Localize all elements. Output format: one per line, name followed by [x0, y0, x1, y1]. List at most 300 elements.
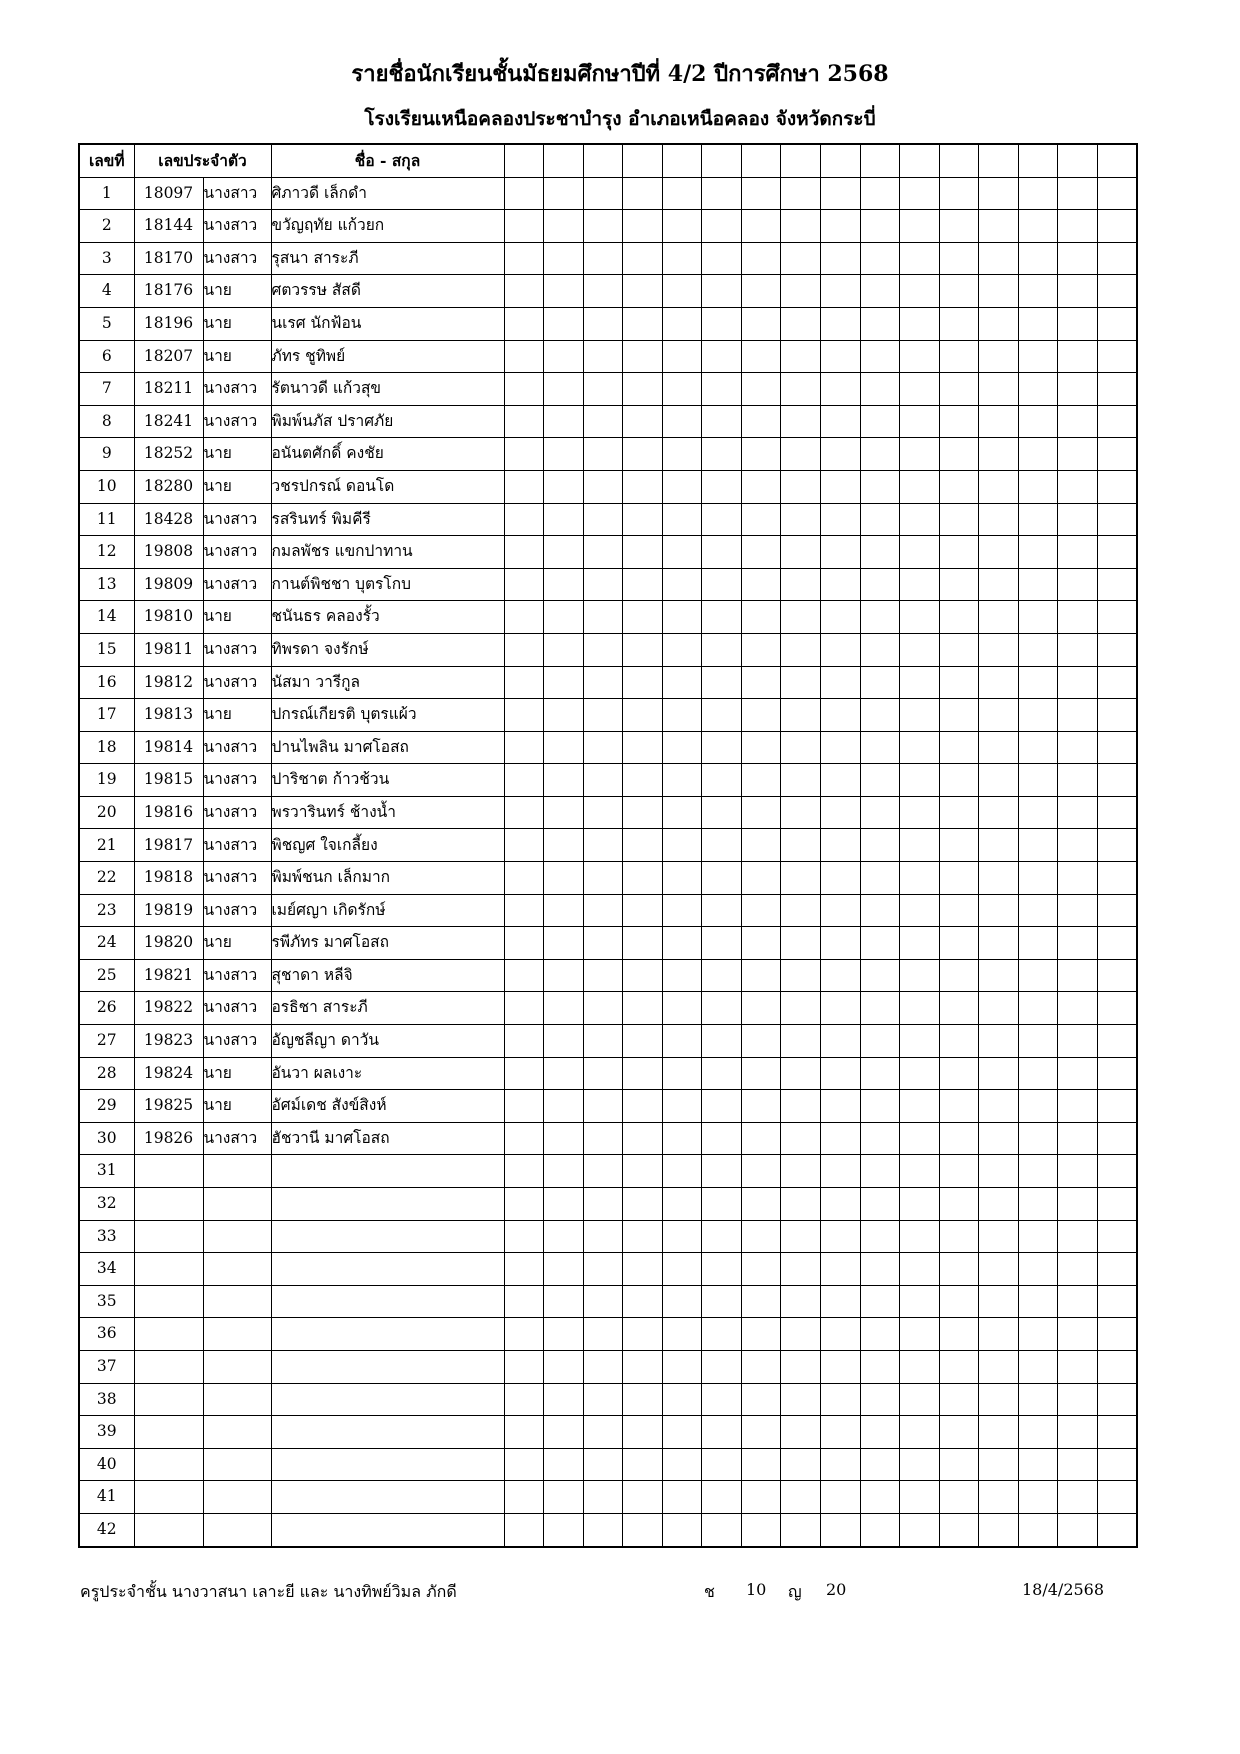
blank-cell — [741, 1318, 781, 1351]
blank-cell — [583, 1448, 623, 1481]
blank-cell — [1058, 1057, 1098, 1090]
blank-cell — [781, 1057, 821, 1090]
blank-cell — [1018, 1122, 1058, 1155]
student-roster-table — [78, 143, 1138, 1548]
blank-cell — [781, 1481, 821, 1514]
header-blank-cell — [900, 144, 940, 177]
blank-cell — [1018, 764, 1058, 797]
blank-cell — [860, 992, 900, 1025]
blank-cell — [702, 1220, 742, 1253]
blank-cell — [939, 764, 979, 797]
blank-cell — [504, 307, 544, 340]
blank-cell — [1018, 862, 1058, 895]
blank-cell — [1097, 764, 1137, 797]
blank-cell — [781, 405, 821, 438]
blank-cell — [741, 731, 781, 764]
blank-cell — [623, 307, 663, 340]
blank-cell — [583, 1350, 623, 1383]
blank-cell — [544, 503, 584, 536]
table-row — [79, 862, 1137, 895]
name-prefix: นางสาว — [203, 666, 271, 699]
blank-cell — [544, 373, 584, 406]
table-row — [79, 210, 1137, 243]
blank-cell — [900, 992, 940, 1025]
blank-cell — [939, 1481, 979, 1514]
blank-cell — [662, 1285, 702, 1318]
table-row — [79, 633, 1137, 666]
row-number: 20 — [79, 796, 134, 829]
blank-cell — [662, 1513, 702, 1546]
blank-cell — [583, 927, 623, 960]
table-row — [79, 177, 1137, 210]
blank-cell — [504, 1155, 544, 1188]
name-prefix: นางสาว — [203, 894, 271, 927]
blank-cell — [900, 1513, 940, 1546]
blank-cell — [623, 1122, 663, 1155]
blank-cell — [741, 1513, 781, 1546]
blank-cell — [900, 1253, 940, 1286]
blank-cell — [1018, 959, 1058, 992]
table-row — [79, 829, 1137, 862]
blank-cell — [623, 633, 663, 666]
blank-cell — [1058, 503, 1098, 536]
blank-cell — [781, 470, 821, 503]
row-number: 22 — [79, 862, 134, 895]
student-id: 18170 — [134, 242, 203, 275]
blank-cell — [583, 731, 623, 764]
blank-cell — [821, 666, 861, 699]
blank-cell — [979, 210, 1019, 243]
blank-cell — [702, 1122, 742, 1155]
blank-cell — [702, 601, 742, 634]
blank-cell — [781, 275, 821, 308]
blank-cell — [662, 1155, 702, 1188]
student-id: 19819 — [134, 894, 203, 927]
blank-cell — [583, 764, 623, 797]
row-number: 37 — [79, 1350, 134, 1383]
blank-cell — [979, 1285, 1019, 1318]
table-row — [79, 275, 1137, 308]
blank-cell — [1097, 633, 1137, 666]
row-number: 30 — [79, 1122, 134, 1155]
blank-cell — [702, 1188, 742, 1221]
student-id — [134, 1416, 203, 1449]
blank-cell — [1058, 568, 1098, 601]
blank-cell — [860, 796, 900, 829]
blank-cell — [781, 438, 821, 471]
blank-cell — [1018, 503, 1058, 536]
blank-cell — [702, 731, 742, 764]
page-title: รายชื่อนักเรียนชั้นมัธยมศึกษาปีที่ 4/2 ปีการศึกษา 2568 — [351, 61, 889, 87]
blank-cell — [979, 242, 1019, 275]
student-name — [271, 1188, 504, 1221]
blank-cell — [623, 1448, 663, 1481]
row-number: 1 — [79, 177, 134, 210]
blank-cell — [900, 1122, 940, 1155]
student-name: วชรปกรณ์ ดอนโด — [271, 470, 504, 503]
blank-cell — [939, 1513, 979, 1546]
blank-cell — [702, 1318, 742, 1351]
blank-cell — [662, 959, 702, 992]
blank-cell — [583, 1220, 623, 1253]
blank-cell — [781, 666, 821, 699]
table-row — [79, 699, 1137, 732]
blank-cell — [544, 536, 584, 569]
blank-cell — [662, 210, 702, 243]
blank-cell — [1058, 1448, 1098, 1481]
student-name: พิมพ์นภัส ปราศภัย — [271, 405, 504, 438]
blank-cell — [860, 1383, 900, 1416]
blank-cell — [702, 1448, 742, 1481]
blank-cell — [1018, 1513, 1058, 1546]
blank-cell — [544, 1481, 584, 1514]
blank-cell — [821, 633, 861, 666]
student-id — [134, 1513, 203, 1546]
blank-cell — [900, 1220, 940, 1253]
blank-cell — [900, 503, 940, 536]
blank-cell — [662, 1220, 702, 1253]
blank-cell — [544, 666, 584, 699]
blank-cell — [979, 405, 1019, 438]
student-id — [134, 1155, 203, 1188]
blank-cell — [504, 666, 544, 699]
blank-cell — [939, 177, 979, 210]
row-number: 35 — [79, 1285, 134, 1318]
blank-cell — [1097, 829, 1137, 862]
blank-cell — [821, 275, 861, 308]
blank-cell — [821, 210, 861, 243]
blank-cell — [900, 340, 940, 373]
blank-cell — [583, 1155, 623, 1188]
blank-cell — [702, 307, 742, 340]
blank-cell — [1058, 1025, 1098, 1058]
blank-cell — [1097, 503, 1137, 536]
name-prefix: นางสาว — [203, 764, 271, 797]
blank-cell — [860, 894, 900, 927]
blank-cell — [900, 568, 940, 601]
name-prefix: นางสาว — [203, 177, 271, 210]
blank-cell — [1018, 992, 1058, 1025]
name-prefix — [203, 1253, 271, 1286]
name-prefix — [203, 1350, 271, 1383]
blank-cell — [900, 1057, 940, 1090]
row-number: 39 — [79, 1416, 134, 1449]
blank-cell — [702, 1383, 742, 1416]
blank-cell — [860, 959, 900, 992]
name-prefix: นางสาว — [203, 242, 271, 275]
row-number: 23 — [79, 894, 134, 927]
blank-cell — [821, 862, 861, 895]
blank-cell — [860, 666, 900, 699]
student-name — [271, 1350, 504, 1383]
blank-cell — [623, 177, 663, 210]
blank-cell — [939, 1090, 979, 1123]
name-prefix: นางสาว — [203, 992, 271, 1025]
blank-cell — [702, 1513, 742, 1546]
blank-cell — [623, 438, 663, 471]
blank-cell — [1097, 1090, 1137, 1123]
blank-cell — [781, 177, 821, 210]
blank-cell — [623, 1155, 663, 1188]
blank-cell — [741, 177, 781, 210]
table-row — [79, 1513, 1137, 1546]
student-id: 19813 — [134, 699, 203, 732]
header-blank-cell — [821, 144, 861, 177]
blank-cell — [662, 568, 702, 601]
student-name: ชนันธร คลองรั้ว — [271, 601, 504, 634]
row-number: 7 — [79, 373, 134, 406]
student-name: ปกรณ์เกียรติ บุตรแผ้ว — [271, 699, 504, 732]
blank-cell — [781, 601, 821, 634]
blank-cell — [662, 731, 702, 764]
blank-cell — [821, 1350, 861, 1383]
blank-cell — [939, 275, 979, 308]
header-blank-cell — [939, 144, 979, 177]
student-id — [134, 1188, 203, 1221]
table-row — [79, 601, 1137, 634]
blank-cell — [900, 764, 940, 797]
table-row — [79, 894, 1137, 927]
blank-cell — [1058, 1188, 1098, 1221]
blank-cell — [1018, 699, 1058, 732]
blank-cell — [1058, 1220, 1098, 1253]
blank-cell — [583, 1285, 623, 1318]
header-blank-cell — [1097, 144, 1137, 177]
blank-cell — [702, 536, 742, 569]
row-number: 12 — [79, 536, 134, 569]
table-row — [79, 438, 1137, 471]
blank-cell — [741, 1220, 781, 1253]
blank-cell — [781, 1285, 821, 1318]
blank-cell — [741, 470, 781, 503]
blank-cell — [860, 1155, 900, 1188]
blank-cell — [1097, 340, 1137, 373]
blank-cell — [900, 1155, 940, 1188]
blank-cell — [939, 1155, 979, 1188]
blank-cell — [504, 699, 544, 732]
blank-cell — [544, 764, 584, 797]
blank-cell — [781, 992, 821, 1025]
blank-cell — [623, 242, 663, 275]
blank-cell — [741, 536, 781, 569]
blank-cell — [504, 1481, 544, 1514]
blank-cell — [1018, 1448, 1058, 1481]
blank-cell — [781, 1155, 821, 1188]
table-row — [79, 1383, 1137, 1416]
blank-cell — [860, 470, 900, 503]
blank-cell — [662, 894, 702, 927]
blank-cell — [860, 1220, 900, 1253]
name-prefix: นางสาว — [203, 862, 271, 895]
blank-cell — [821, 699, 861, 732]
blank-cell — [821, 1481, 861, 1514]
blank-cell — [781, 1350, 821, 1383]
blank-cell — [860, 373, 900, 406]
blank-cell — [1058, 1513, 1098, 1546]
blank-cell — [939, 340, 979, 373]
student-name — [271, 1448, 504, 1481]
blank-cell — [781, 731, 821, 764]
blank-cell — [662, 666, 702, 699]
blank-cell — [821, 568, 861, 601]
student-name — [271, 1220, 504, 1253]
blank-cell — [583, 1090, 623, 1123]
blank-cell — [900, 242, 940, 275]
blank-cell — [979, 601, 1019, 634]
name-prefix — [203, 1383, 271, 1416]
blank-cell — [939, 699, 979, 732]
blank-cell — [781, 1220, 821, 1253]
blank-cell — [623, 536, 663, 569]
blank-cell — [544, 894, 584, 927]
blank-cell — [1058, 1090, 1098, 1123]
blank-cell — [504, 242, 544, 275]
name-prefix: นางสาว — [203, 633, 271, 666]
blank-cell — [583, 633, 623, 666]
blank-cell — [939, 1253, 979, 1286]
row-number: 31 — [79, 1155, 134, 1188]
student-name — [271, 1383, 504, 1416]
blank-cell — [583, 862, 623, 895]
blank-cell — [1058, 959, 1098, 992]
blank-cell — [623, 1025, 663, 1058]
table-row — [79, 927, 1137, 960]
blank-cell — [900, 1481, 940, 1514]
blank-cell — [504, 1448, 544, 1481]
blank-cell — [821, 1155, 861, 1188]
blank-cell — [662, 242, 702, 275]
row-number: 15 — [79, 633, 134, 666]
blank-cell — [1018, 210, 1058, 243]
blank-cell — [979, 1350, 1019, 1383]
blank-cell — [504, 373, 544, 406]
blank-cell — [702, 1350, 742, 1383]
student-id: 18097 — [134, 177, 203, 210]
blank-cell — [544, 699, 584, 732]
blank-cell — [702, 862, 742, 895]
blank-cell — [781, 959, 821, 992]
row-number: 10 — [79, 470, 134, 503]
blank-cell — [1097, 438, 1137, 471]
blank-cell — [1097, 1188, 1137, 1221]
blank-cell — [781, 1122, 821, 1155]
blank-cell — [583, 959, 623, 992]
header-blank-cell — [1018, 144, 1058, 177]
blank-cell — [939, 1220, 979, 1253]
blank-cell — [1097, 275, 1137, 308]
blank-cell — [939, 1448, 979, 1481]
blank-cell — [860, 1350, 900, 1383]
blank-cell — [860, 862, 900, 895]
student-name: สุชาดา หลีจิ — [271, 959, 504, 992]
blank-cell — [741, 601, 781, 634]
blank-cell — [939, 829, 979, 862]
student-name: ปานไพลิน มาศโอสถ — [271, 731, 504, 764]
blank-cell — [662, 275, 702, 308]
blank-cell — [979, 1513, 1019, 1546]
blank-cell — [741, 275, 781, 308]
blank-cell — [781, 1416, 821, 1449]
blank-cell — [900, 1090, 940, 1123]
blank-cell — [979, 1481, 1019, 1514]
blank-cell — [979, 796, 1019, 829]
student-name: ศิภาวดี เล็กดำ — [271, 177, 504, 210]
student-name — [271, 1513, 504, 1546]
blank-cell — [1018, 242, 1058, 275]
blank-cell — [702, 568, 742, 601]
student-id: 19817 — [134, 829, 203, 862]
row-number: 6 — [79, 340, 134, 373]
blank-cell — [1097, 1155, 1137, 1188]
blank-cell — [860, 699, 900, 732]
blank-cell — [821, 438, 861, 471]
blank-cell — [544, 1122, 584, 1155]
row-number: 18 — [79, 731, 134, 764]
blank-cell — [583, 536, 623, 569]
blank-cell — [623, 959, 663, 992]
blank-cell — [702, 438, 742, 471]
blank-cell — [741, 1383, 781, 1416]
blank-cell — [583, 242, 623, 275]
table-row — [79, 1188, 1137, 1221]
blank-cell — [860, 927, 900, 960]
blank-cell — [900, 959, 940, 992]
blank-cell — [1018, 1090, 1058, 1123]
blank-cell — [1058, 764, 1098, 797]
blank-cell — [662, 633, 702, 666]
blank-cell — [1058, 210, 1098, 243]
student-id: 19823 — [134, 1025, 203, 1058]
blank-cell — [939, 1285, 979, 1318]
name-prefix: นางสาว — [203, 568, 271, 601]
blank-cell — [741, 959, 781, 992]
blank-cell — [939, 536, 979, 569]
blank-cell — [860, 242, 900, 275]
blank-cell — [900, 601, 940, 634]
blank-cell — [860, 1448, 900, 1481]
blank-cell — [741, 1416, 781, 1449]
blank-cell — [821, 1220, 861, 1253]
blank-cell — [1018, 829, 1058, 862]
blank-cell — [544, 927, 584, 960]
blank-cell — [860, 405, 900, 438]
blank-cell — [504, 438, 544, 471]
blank-cell — [504, 275, 544, 308]
blank-cell — [583, 699, 623, 732]
blank-cell — [623, 275, 663, 308]
blank-cell — [821, 1416, 861, 1449]
row-number: 40 — [79, 1448, 134, 1481]
blank-cell — [662, 992, 702, 1025]
name-prefix: นาย — [203, 438, 271, 471]
blank-cell — [544, 1513, 584, 1546]
row-number: 28 — [79, 1057, 134, 1090]
blank-cell — [1058, 666, 1098, 699]
student-id: 19826 — [134, 1122, 203, 1155]
blank-cell — [623, 829, 663, 862]
blank-cell — [583, 210, 623, 243]
homeroom-teachers: ครูประจำชั้น นางวาสนา เลาะยี และ นางทิพย์วิมล ภักดี — [80, 1582, 457, 1601]
blank-cell — [623, 210, 663, 243]
blank-cell — [900, 536, 940, 569]
name-prefix: นาย — [203, 1090, 271, 1123]
blank-cell — [1097, 307, 1137, 340]
blank-cell — [504, 210, 544, 243]
name-prefix: นางสาว — [203, 829, 271, 862]
blank-cell — [504, 1318, 544, 1351]
blank-cell — [939, 601, 979, 634]
table-row — [79, 1350, 1137, 1383]
